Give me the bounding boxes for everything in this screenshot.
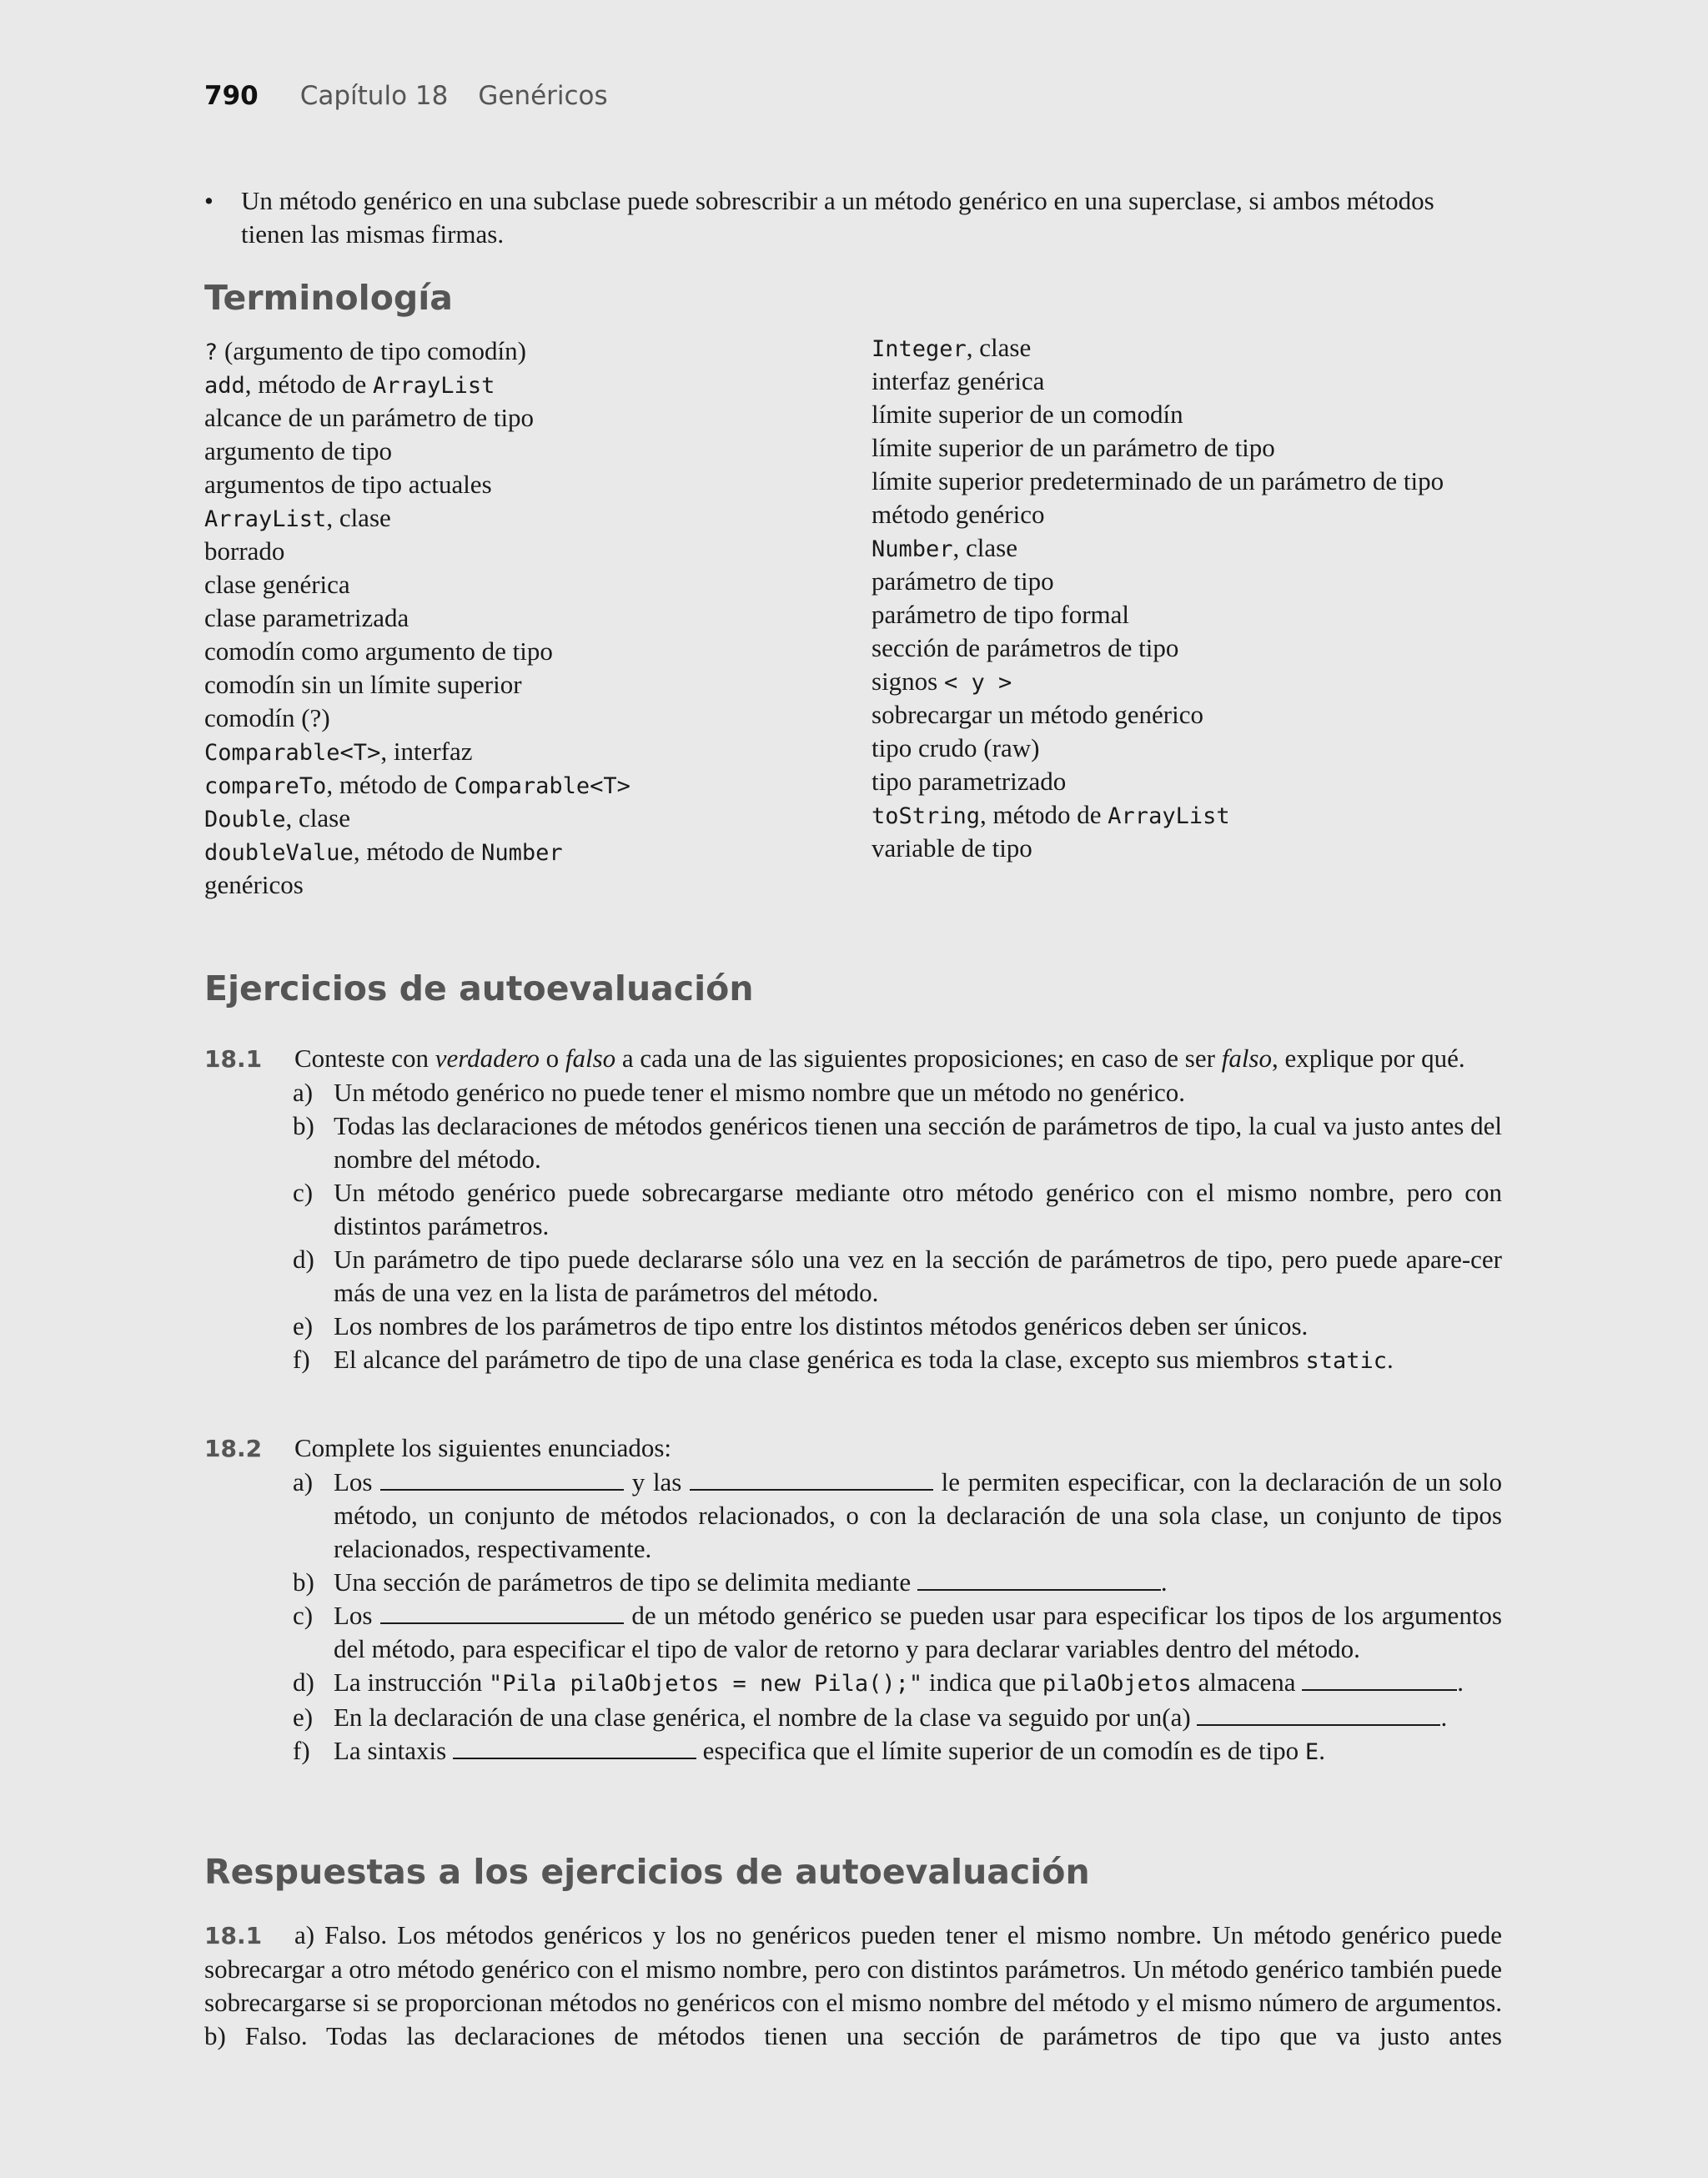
fill-item-b: b) Una sección de parámetros de tipo se delimita mediante .: [293, 1567, 1168, 1597]
term-text: sobrecargar un método genérico: [872, 700, 1203, 729]
term-entry: [872, 798, 1505, 832]
item-code: static: [1305, 1348, 1387, 1374]
term-text: borrado: [204, 536, 285, 566]
term-code: < y >: [944, 670, 1012, 696]
bullet-icon: •: [204, 186, 214, 215]
answer-text: 18.1 a) Falso. Los métodos genéricos y los no genéricos pueden tener el mismo nombre. Un método genérico puede sobrecargar a otro método genérico con el mismo nombre, pero con distintos parámetros. Un método genérico también puede sobrecargarse si se proporcionan métodos no genéricos con el mismo nombre del método y el mismo número de argumentos. b) Falso. Todas las declaraciones de métodos tienen una sección de parámetros de tipo que va justo antes: [204, 1920, 1502, 2050]
term-entry: [204, 635, 838, 668]
term-text: clase parametrizada: [204, 603, 409, 632]
answer-18-1: [204, 1919, 1502, 2053]
term-text: genéricos: [204, 870, 304, 899]
item-text: Un método genérico puede sobrecargarse mediante otro método genérico con el mismo nombre, pero con distintos parámetros.: [334, 1178, 1502, 1240]
chapter-title: Genéricos: [478, 81, 608, 111]
answer-blank: [690, 1467, 933, 1491]
exercise-items: [204, 1076, 1502, 1378]
true-false-item: [204, 1243, 1502, 1310]
term-entry: [204, 668, 838, 702]
term-entry: [872, 431, 1505, 465]
term-entry: [204, 735, 838, 768]
term-code: ArrayList: [373, 373, 495, 399]
term-entry: [204, 568, 838, 601]
term-text: , clase: [952, 533, 1018, 562]
term-code: Number: [872, 536, 953, 562]
term-text: método genérico: [872, 500, 1045, 529]
fill-item-c: c) Los de un método genérico se pueden usar para especificar los tipos de los argumentos del método, para especificar el tipo de valor de retorno y para declarar variables dentro del método.: [293, 1601, 1502, 1663]
term-code: ?: [204, 340, 219, 365]
true-false-item: [204, 1310, 1502, 1343]
term-text: argumentos de tipo actuales: [204, 470, 492, 499]
term-text: alcance de un parámetro de tipo: [204, 403, 535, 432]
term-entry: [204, 468, 838, 501]
term-text: tipo parametrizado: [872, 767, 1067, 796]
item-text: .: [1386, 1345, 1394, 1374]
term-text: comodín como argumento de tipo: [204, 636, 553, 666]
term-text: , método de: [244, 370, 374, 399]
term-entry: [204, 768, 838, 802]
term-text: , interfaz: [380, 737, 473, 766]
terminology-heading: Terminología: [204, 278, 453, 318]
term-text: comodín sin un límite superior: [204, 670, 522, 699]
terminology-column-1: [204, 334, 838, 902]
term-entry: [204, 535, 838, 568]
item-text: Los nombres de los parámetros de tipo entre los distintos métodos genéricos deben ser únicos.: [334, 1311, 1309, 1341]
term-entry: [872, 765, 1505, 798]
answer-blank: [380, 1467, 624, 1491]
term-code: ArrayList: [204, 506, 327, 532]
term-entry: [872, 665, 1505, 698]
true-false-item: [204, 1176, 1502, 1243]
term-text: límite superior de un parámetro de tipo: [872, 433, 1275, 462]
term-entry: [872, 531, 1505, 565]
bullet-point: [204, 184, 1502, 251]
answer-blank: [1197, 1703, 1440, 1726]
item-text: Un método genérico no puede tener el mismo nombre que un método no genérico.: [334, 1078, 1185, 1107]
fill-item-a: a) Los y las le permiten especificar, con la declaración de un solo método, un conjunto de métodos relacionados, o con la declaración de una sola clase, un conjunto de tipos relacionados, respectivamente.: [293, 1467, 1503, 1563]
answer-blank: [453, 1736, 696, 1759]
bullet-text: Un método genérico en una subclase puede sobrescribir a un método genérico en una superclase, si ambos métodos tienen las mismas firmas.: [241, 186, 1434, 249]
term-text: signos: [872, 666, 944, 696]
term-entry: [872, 598, 1505, 631]
item-text: Un parámetro de tipo puede declararse sólo una vez en la sección de parámetros de tipo, pero puede apare-cer más de una vez en la lista de parámetros del método.: [334, 1245, 1502, 1307]
term-entry: [872, 565, 1505, 598]
term-entry: [872, 498, 1505, 531]
answer-number: 18.1: [204, 1922, 263, 1949]
item-label: d): [293, 1245, 314, 1274]
term-entry: [204, 702, 838, 735]
term-entry: [872, 732, 1505, 765]
term-code: Double: [204, 807, 286, 832]
term-entry: [204, 802, 838, 835]
term-entry: [204, 368, 838, 401]
running-head: [204, 79, 608, 113]
term-entry: [204, 334, 838, 368]
fill-item-d: d) La instrucción "Pila pilaObjetos = new Pila();" indica que pilaObjetos almacena .: [293, 1667, 1464, 1697]
term-text: , método de: [980, 800, 1108, 829]
item-label: e): [293, 1311, 314, 1341]
term-code: toString: [872, 803, 981, 829]
term-code: ArrayList: [1108, 803, 1230, 829]
fill-item-e: e) En la declaración de una clase genérica, el nombre de la clase va seguido por un(a) .: [293, 1703, 1448, 1732]
term-text: sección de parámetros de tipo: [872, 633, 1179, 662]
exercise-intro: 18.1 Conteste con verdadero o falso a cada una de las siguientes proposiciones; en caso de ser falso, explique por qué.: [204, 1042, 1502, 1076]
term-entry: [872, 698, 1505, 732]
item-text: Todas las declaraciones de métodos genéricos tienen una sección de parámetros de tipo, la cual va justo antes del nombre del método.: [334, 1111, 1502, 1174]
term-entry: [204, 501, 838, 535]
term-text: parámetro de tipo: [872, 566, 1054, 596]
term-text: , clase: [966, 333, 1032, 362]
term-entry: [872, 465, 1505, 498]
item-text: El alcance del parámetro de tipo de una clase genérica es toda la clase, excepto sus miembros: [334, 1345, 1306, 1374]
term-entry: [872, 331, 1505, 365]
term-text: , método de: [326, 770, 455, 799]
exercise-18-1: [204, 1042, 1502, 1378]
term-text: argumento de tipo: [204, 436, 392, 465]
term-code: add: [204, 373, 245, 399]
term-code: Number: [481, 840, 563, 866]
true-false-item: [204, 1343, 1502, 1378]
term-text: (argumento de tipo comodín): [218, 336, 526, 365]
term-text: parámetro de tipo formal: [872, 600, 1130, 629]
term-text: tipo crudo (raw): [872, 733, 1040, 762]
term-text: variable de tipo: [872, 833, 1032, 863]
term-entry: [872, 365, 1505, 398]
answer-blank: [917, 1567, 1161, 1591]
term-text: interfaz genérica: [872, 366, 1045, 395]
page-number: 790: [204, 81, 259, 111]
chapter-label: Capítulo 18: [299, 81, 449, 111]
term-entry: [204, 401, 838, 435]
term-code: compareTo: [204, 773, 327, 799]
fill-item-f: f) La sintaxis especifica que el límite superior de un comodín es de tipo E.: [293, 1736, 1325, 1765]
term-entry: [204, 868, 838, 902]
term-text: clase genérica: [204, 570, 350, 599]
term-text: , clase: [326, 503, 391, 532]
term-entry: [204, 601, 838, 635]
term-text: , método de: [353, 837, 482, 866]
true-false-item: [204, 1076, 1502, 1109]
item-label: f): [293, 1345, 310, 1374]
term-entry: [204, 835, 838, 868]
term-text: límite superior de un comodín: [872, 400, 1183, 429]
term-entry: [872, 398, 1505, 431]
term-entry: [204, 435, 838, 468]
term-code: Integer: [872, 336, 967, 362]
term-text: límite superior predeterminado de un parámetro de tipo: [872, 466, 1444, 495]
exercise-intro: 18.2 Complete los siguientes enunciados:: [204, 1431, 1502, 1466]
term-code: Comparable<T>: [454, 773, 630, 799]
self-review-heading: Ejercicios de autoevaluación: [204, 968, 754, 1009]
terminology-column-2: [872, 331, 1505, 865]
term-text: , clase: [285, 803, 351, 832]
answer-blank: [1302, 1667, 1457, 1691]
term-entry: [872, 832, 1505, 865]
term-code: doubleValue: [204, 840, 354, 866]
term-entry: [872, 631, 1505, 665]
item-label: c): [293, 1178, 314, 1207]
exercise-number: 18.1: [204, 1045, 263, 1073]
answer-blank: [380, 1601, 624, 1624]
true-false-item: [204, 1109, 1502, 1176]
exercise-number: 18.2: [204, 1435, 263, 1462]
item-label: b): [293, 1111, 314, 1140]
term-code: Comparable<T>: [204, 740, 381, 766]
answers-heading: Respuestas a los ejercicios de autoevaluación: [204, 1852, 1090, 1892]
term-text: comodín (?): [204, 703, 330, 732]
item-label: a): [293, 1078, 314, 1107]
exercise-18-2: [204, 1431, 1502, 1769]
